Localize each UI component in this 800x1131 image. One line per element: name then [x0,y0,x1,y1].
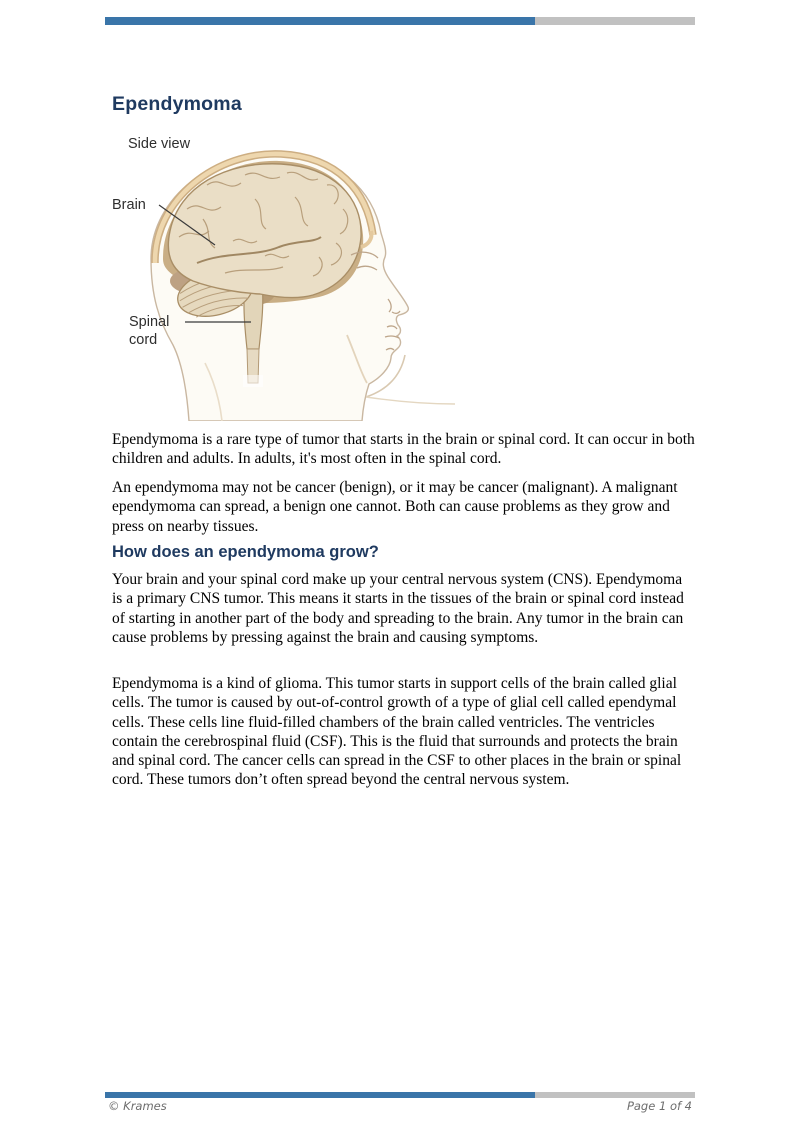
top-divider-gray-segment [535,17,695,25]
paragraph-cns: Your brain and your spinal cord make up your central nervous system (CNS). Ependymoma is a primary CNS tumor. This means it starts in the tissues of the brain or spinal cord instead of starting in another part of the body and spreading to the brain. Any tumor in the brain can cause problems by pressing against the brain and causing symptoms. [112,571,684,646]
footer-divider-blue-segment [105,1092,535,1098]
section-heading-how-grow: How does an ependymoma grow? [112,543,379,561]
page-title: Ependymoma [112,93,242,115]
figure-caption-side-view: Side view [128,136,191,152]
footer-divider [105,1092,695,1098]
figure-label-spinal-cord: Spinal cord [129,314,170,348]
paragraph-glioma: Ependymoma is a kind of glioma. This tumor starts in support cells of the brain called glial cells. The tumor is caused by out-of-control growth of a type of glial cell called ependymal cells. These cells line fluid-filled chambers of the brain called ventricles. The ventricles contain the cerebrospinal fluid (CSF). This is the fluid that surrounds and protects the brain and spinal cord. The cancer cells can spread in the CSF to other places in the brain or spinal cord. These tumors don’t often spread beyond the central nervous system. [112,675,682,789]
head-side-view-illustration [105,131,455,421]
footer [105,1099,695,1113]
anatomy-figure [105,131,455,421]
paragraph-intro: Ependymoma is a rare type of tumor that starts in the brain or spinal cord. It can occur in both children and adults. In adults, it's most often in the spinal cord. [112,431,695,468]
paragraph-benign-malignant: An ependymoma may not be cancer (benign), or it may be cancer (malignant). A malignant ependymoma can spread, a benign one cannot. Both can cause problems as they grow and press on nearby tissues. [112,479,678,535]
page-number: Page 1 of 4 [626,1099,692,1113]
copyright-text: © Krames [108,1099,167,1113]
top-divider [105,17,695,25]
figure-label-brain: Brain [112,197,146,213]
top-divider-blue-segment [105,17,535,25]
footer-divider-gray-segment [535,1092,695,1098]
